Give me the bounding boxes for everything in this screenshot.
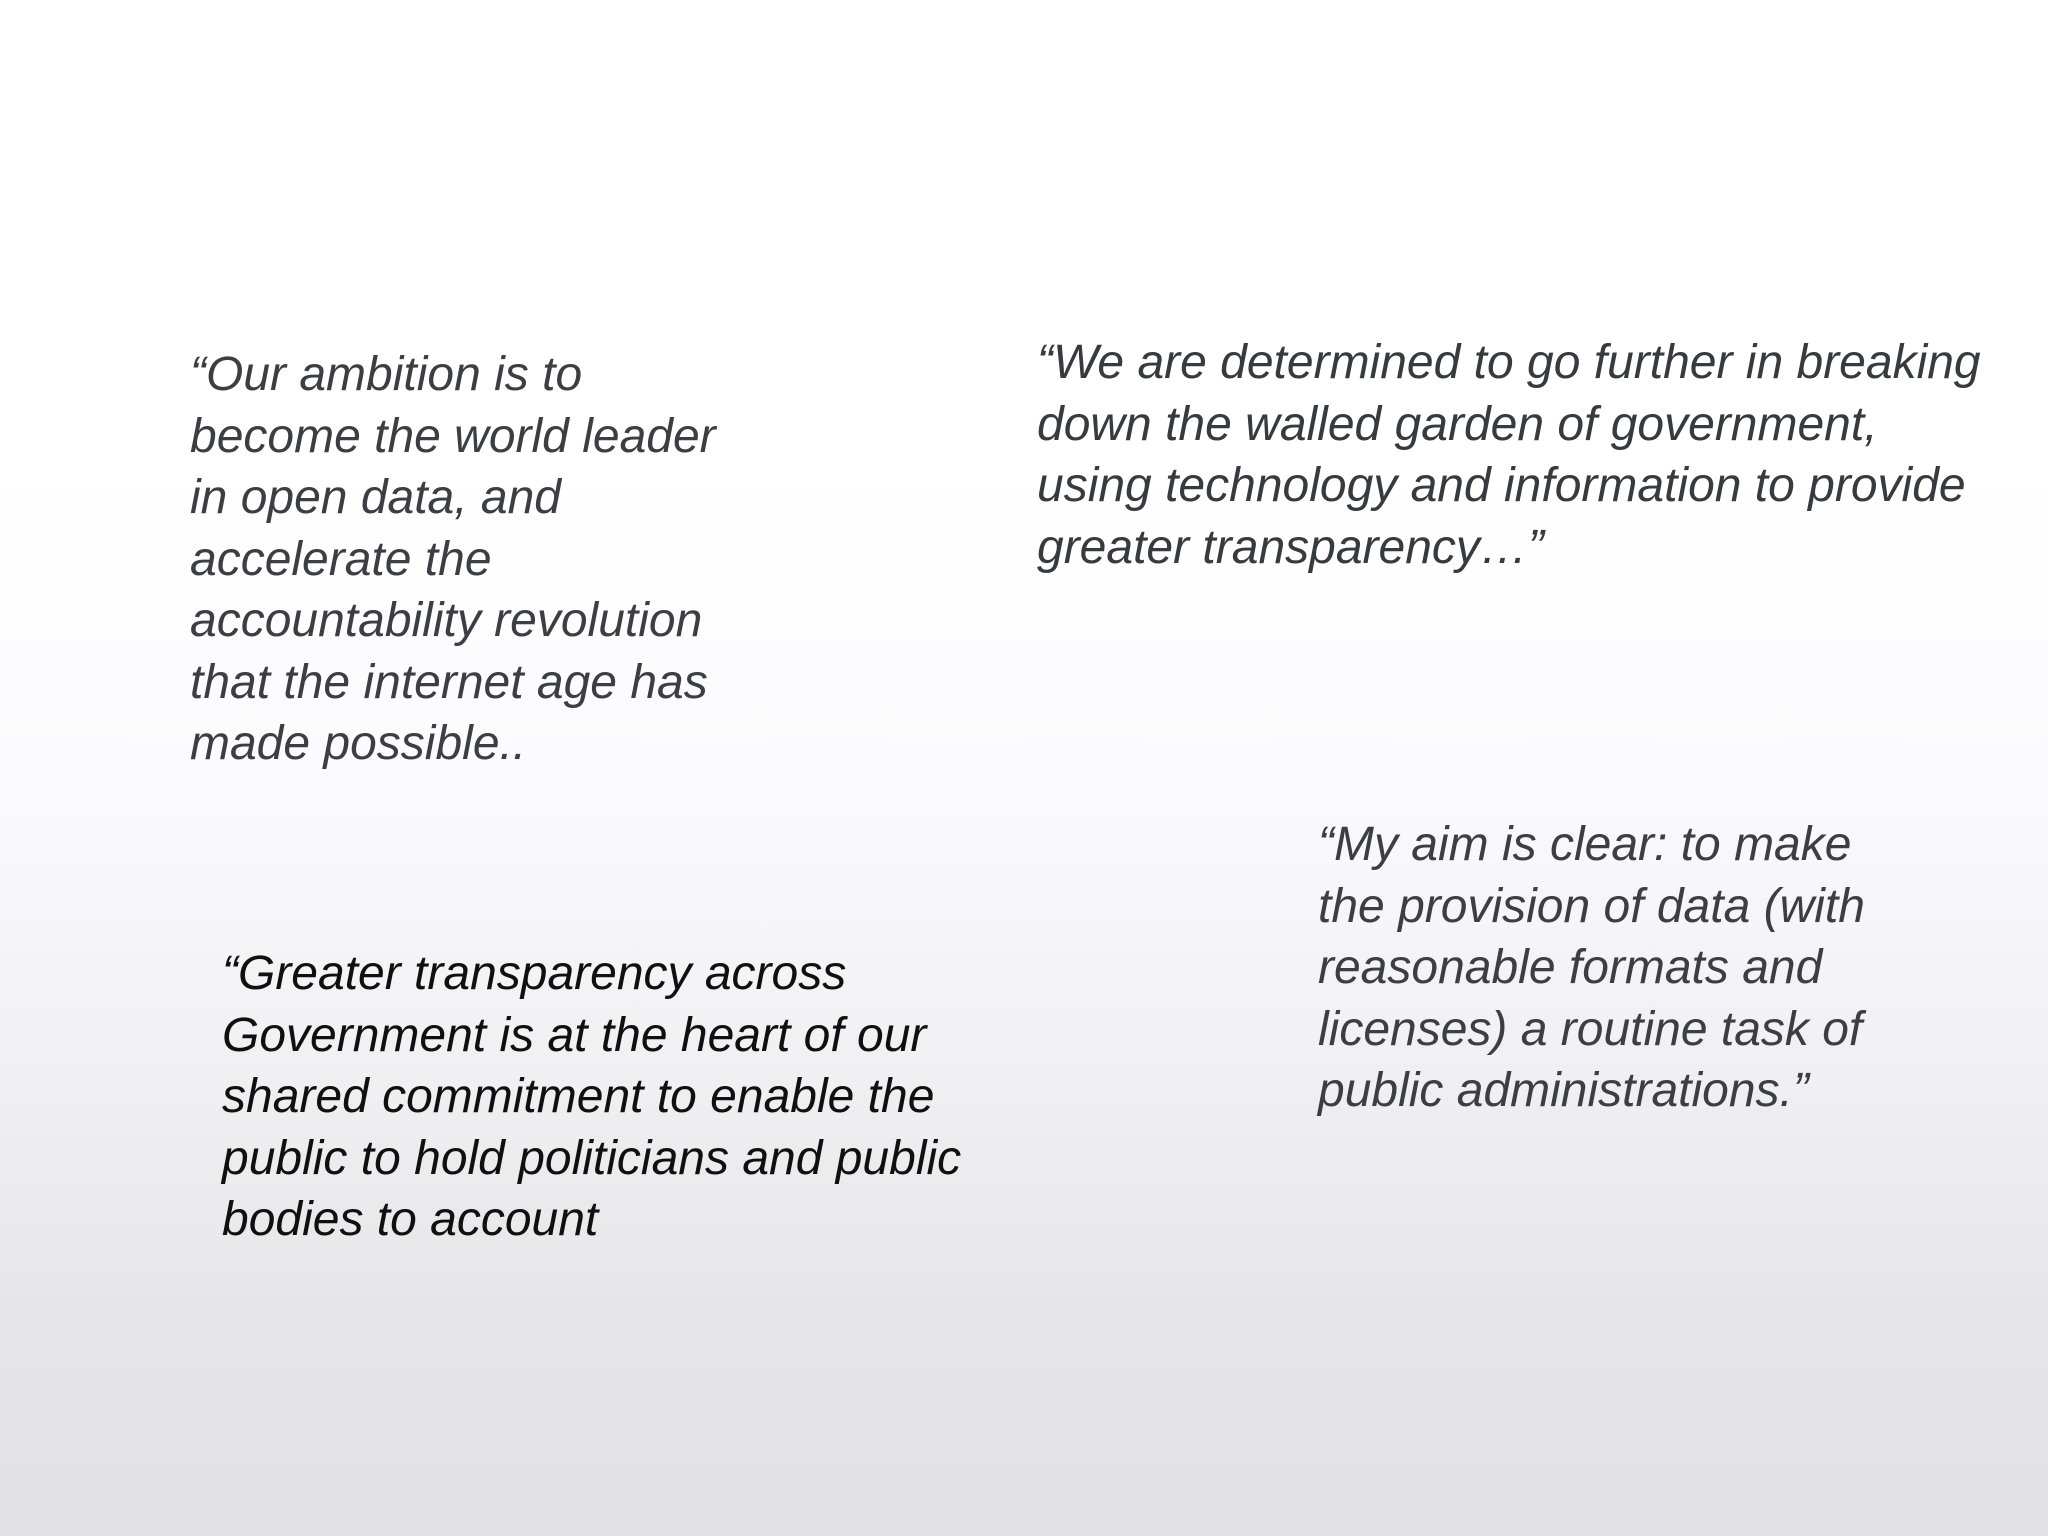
quote-aim-clear: “My aim is clear: to make the provision of data (with reasonable formats and licenses) a routine task of public administrations.” — [1318, 818, 1865, 1117]
quote-ambition: “Our ambition is to become the world leader in open data, and accelerate the accountability revolution that the internet age has made possible.. — [190, 348, 716, 770]
quote-walled-garden: “We are determined to go further in breaking down the walled garden of government, using technology and information to provide greater transparency…” — [1037, 336, 1981, 574]
quote-greater-transparency: “Greater transparency across Government is at the heart of our shared commitment to enable the public to hold politicians and public bodies to account — [222, 947, 962, 1246]
